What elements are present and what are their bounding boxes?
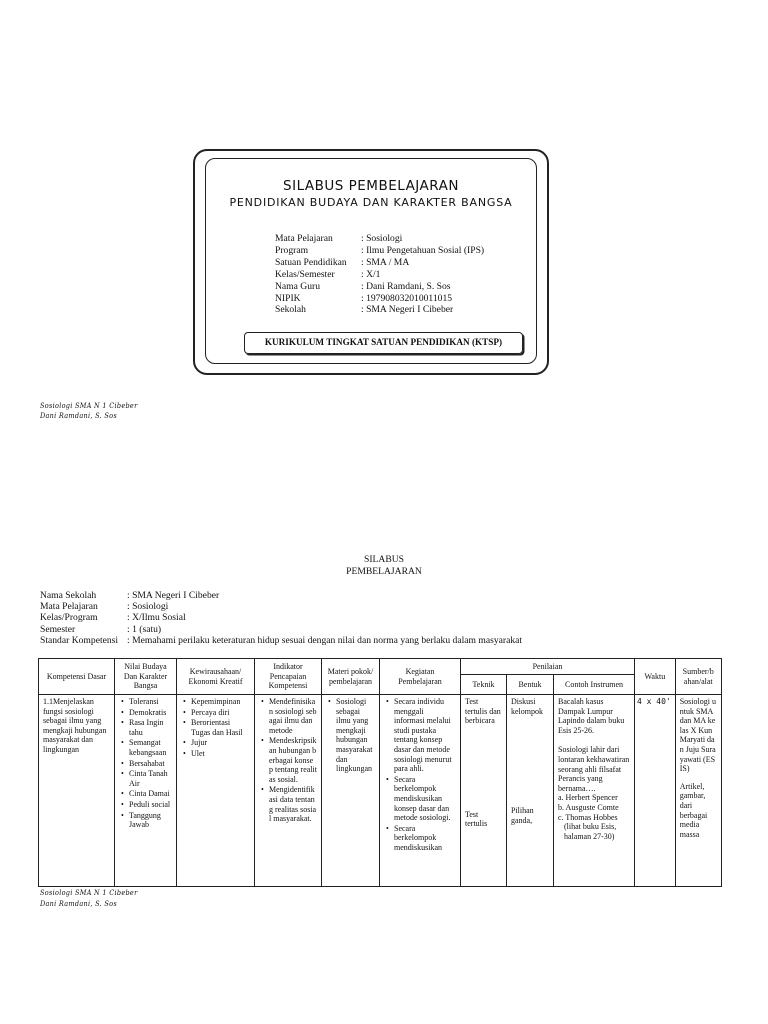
header-bentuk: Bentuk [507,675,554,695]
meta-value: : Memahami perilaku keteraturan hidup sesuai dengan nilai dan norma yang berlaku dalam masyarakat [127,634,523,646]
header-sumber: Sumber/b ahan/alat [675,659,721,695]
cover-info-label: NIPIK [275,292,301,304]
header-indikator: Indikator Pencapaian Kompetensi [255,659,322,695]
list-item: • Cinta Tanah Air [129,769,172,788]
meta-value: : 1 (satu) [127,623,162,635]
cover-subtitle: PENDIDIKAN BUDAYA DAN KARAKTER BANGSA [229,196,513,209]
ktsp-box: KURIKULUM TINGKAT SATUAN PENDIDIKAN (KTSP) [244,332,523,354]
list-item: • Tanggung Jawab [129,811,172,830]
cover-info-value: : X/1 [361,268,381,280]
cover-info-label: Satuan Pendidikan [275,256,347,268]
cell-bentuk [507,695,554,887]
table-header-row [39,659,722,675]
cell-contoh [554,695,635,887]
cover-info-label: Program [275,244,309,256]
header-teknik: Teknik [461,675,507,695]
list-item: • Toleransi [129,697,172,707]
list-item: • Rasa Ingin tahu [129,718,172,737]
contoh-1: Bacalah kasus Dampak Lumpur Lapindo dalam buku Esis 25-26. [558,697,625,735]
list-item: • Peduli social [129,800,172,810]
meta-row [40,635,522,646]
list-item: • Semangat kebangsaan [129,738,172,757]
meta-value: : Sosiologi [127,601,169,613]
cell-indikator [255,695,322,887]
header-contoh: Contoh Instrumen [554,675,635,695]
footer-note-line2: Dani Ramdani, S. Sos [40,899,117,909]
teknik-2: Test tertulis [465,809,488,829]
sumber-1: Sosiologi untuk SMA dan MA kelas X Kun Maryati dan Juju Surayawati (ESIS) [679,697,716,774]
cover-info-row [275,293,452,305]
contoh-2: Sosiologi lahir dari lontaran kekhawatiran seorang ahli filsafat Perancis yang bernama…. [558,745,630,793]
cover-info-value: : SMA Negeri I Cibeber [361,304,454,316]
contoh-a: a. Herbert Spencer [558,793,618,803]
cell-sumber [675,695,721,887]
footer-note-line2: Dani Ramdani, S. Sos [40,411,117,421]
list-item: • Secara berkelompok mendiskusikan [394,824,456,853]
cover-info-label: Sekolah [275,304,306,316]
list-item: • Cinta Damai [129,789,172,799]
list-item: • Berorientasi Tugas dan Hasil [191,718,250,737]
cell-kompetensi: 1.1Menjelaskan fungsi sosiologi sebagai ilmu yang mengkaji hubungan masyarakat dan lingkungan [39,695,115,887]
meta-row [40,612,186,623]
cover-title: SILABUS PEMBELAJARAN [283,178,459,194]
cell-waktu: 4 x 40' [635,695,676,887]
cover-info-label: Mata Pelajaran [275,233,333,244]
meta-label: Semester [40,623,76,635]
header-kegiatan: Kegiatan Pembelajaran [380,659,461,695]
list-item: • Mendeskripsikan hubungan berbagai konsep tentang realitas sosial. [269,736,317,784]
meta-label: Kelas/Program [40,612,98,624]
list-item: • Percaya diri [191,708,250,718]
cover-info-row [275,281,451,293]
list-item: • Secara berkelompok mendiskusikan konsep dasar dan metode sosiologi. [394,775,456,823]
cover-info-value: : Dani Ramdani, S. Sos [361,280,451,292]
list-item: • Mendefinisikan sosiologi sebagai ilmu dan metode [269,697,317,735]
cell-teknik [461,695,507,887]
cover-info-row [275,233,402,245]
header-kompetensi: Kompetensi Dasar [39,659,115,695]
doc-title: SILABUS [364,554,404,565]
cover-info-value: : Sosiologi [361,233,403,244]
meta-value: : SMA Negeri I Cibeber [127,590,220,601]
meta-label: Standar Kompetensi [40,634,119,646]
header-kewirausahaan: Kewirausahaan/ Ekonomi Kreatif [177,659,255,695]
cover-info-row [275,245,484,257]
meta-value: : X/Ilmu Sosial [127,612,186,624]
doc-subtitle: PEMBELAJARAN [346,566,422,577]
bentuk-1: Diskusi kelompok [511,697,543,716]
header-materi: Materi pokok/ pembelajaran [322,659,380,695]
list-item: • Ulet [191,749,250,759]
list-item: • Jujur [191,738,250,748]
contoh-c: c. Thomas Hobbes [558,812,618,822]
syllabus-table [38,658,722,887]
cover-info-label: Kelas/Semester [275,268,335,280]
cover-info-row [275,257,409,269]
cell-materi [322,695,380,887]
header-waktu: Waktu [635,659,676,695]
cell-nilai [115,695,177,887]
cover-info-row [275,304,453,316]
meta-label: Nama Sekolah [40,590,97,601]
list-item: • Kepemimpinan [191,697,250,707]
meta-row [40,624,161,635]
list-item: • Sosiologi sebagai ilmu yang mengkaji hubungan masyarakat dan lingkungan [336,697,375,774]
meta-row [40,601,168,612]
contoh-b: b. Ausguste Comte [558,802,619,812]
teknik-1: Test tertulis dan berbicara [465,697,501,726]
cell-kegiatan [380,695,461,887]
header-nilai: Nilai Budaya Dan Karakter Bangsa [115,659,177,695]
footer-note-line1: Sosiologi SMA N 1 Cibeber [40,401,138,411]
contoh-3: (lihat buku Esis, halaman 27-30) [564,822,617,841]
cover-info-label: Nama Guru [275,280,321,292]
header-penilaian: Penilaian [461,659,635,675]
list-item: • Bersahabat [129,759,172,769]
cell-kewirausahaan [177,695,255,887]
cover-info-row [275,269,380,281]
meta-label: Mata Pelajaran [40,601,98,613]
cover-info-value: : 197908032010011015 [361,292,453,304]
list-item: • Demokratis [129,708,172,718]
cover-info-value: : Ilmu Pengetahuan Sosial (IPS) [361,244,485,256]
bentuk-2: Pilihan ganda, [511,806,534,825]
list-item: • Mengidentifikasi data tentang realitas sosial masyarakat. [269,785,317,823]
table-row [39,695,722,887]
meta-row [40,590,219,601]
sumber-2: Artikel, gambar, dari berbagai media massa [679,781,708,839]
cover-info-value: : SMA / MA [361,256,410,268]
list-item: • Secara individu menggali informasi melalui studi pustaka tentang konsep dasar dan metode sosiologi menurut para ahli. [394,697,456,774]
footer-note-line1: Sosiologi SMA N 1 Cibeber [40,888,138,898]
